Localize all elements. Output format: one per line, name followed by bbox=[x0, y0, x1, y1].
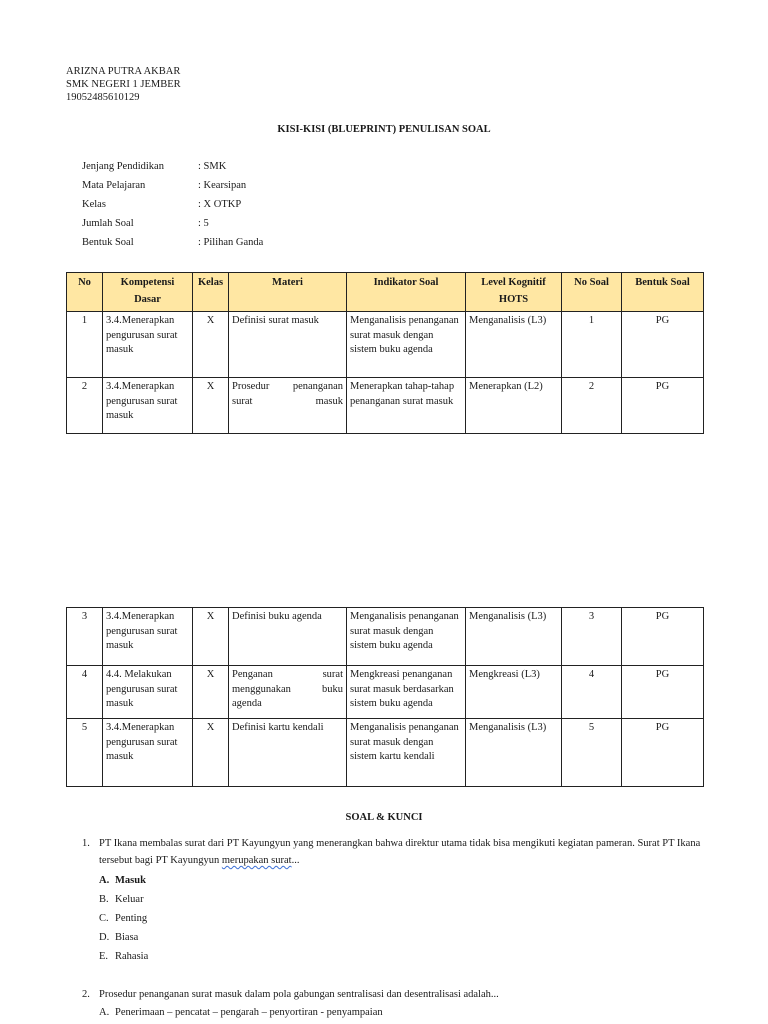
info-value: : Pilihan Ganda bbox=[198, 237, 264, 248]
header-no-soal: No Soal bbox=[562, 273, 622, 312]
cell-no-soal: 3 bbox=[562, 608, 622, 666]
cell-kompetensi: 4.4. Melakukan pengurusan surat masuk bbox=[103, 666, 193, 719]
question-number: 2. bbox=[82, 989, 90, 1000]
header-bentuk: Bentuk Soal bbox=[622, 273, 704, 312]
cell-level: Menganalisis (L3) bbox=[466, 312, 562, 378]
cell-materi: Penganan surat menggunakan buku agenda bbox=[229, 666, 347, 719]
blueprint-table-part-2 bbox=[66, 607, 704, 787]
cell-no: 4 bbox=[67, 666, 103, 719]
table-row bbox=[67, 608, 704, 666]
info-label: Mata Pelajaran bbox=[82, 180, 146, 191]
table-header-row bbox=[67, 273, 704, 312]
question-2 bbox=[82, 986, 702, 1004]
cell-materi: Definisi buku agenda bbox=[229, 608, 347, 666]
header-level: Level Kognitif HOTS bbox=[466, 273, 562, 312]
cell-materi: Prosedur penanganan surat masuk bbox=[229, 378, 347, 434]
cell-indikator: Menerapkan tahap-tahap penanganan surat masuk bbox=[347, 378, 466, 434]
cell-no-soal: 1 bbox=[562, 312, 622, 378]
option-e: E. Rahasia bbox=[99, 951, 149, 962]
cell-indikator: Menganalisis penanganan surat masuk dengan sistem buku agenda bbox=[347, 608, 466, 666]
info-value: : SMK bbox=[198, 161, 227, 172]
author-school: SMK NEGERI 1 JEMBER bbox=[66, 79, 181, 90]
question-1 bbox=[82, 835, 702, 871]
question-text: Prosedur penanganan surat masuk dalam pola gabungan sentralisasi dan desentralisasi adalah... bbox=[99, 989, 499, 1000]
info-value: : 5 bbox=[198, 218, 209, 229]
author-name: ARIZNA PUTRA AKBAR bbox=[66, 66, 181, 77]
cell-materi: Definisi surat masuk bbox=[229, 312, 347, 378]
header-indikator: Indikator Soal bbox=[347, 273, 466, 312]
cell-level: Menerapkan (L2) bbox=[466, 378, 562, 434]
cell-kompetensi: 3.4.Menerapkan pengurusan surat masuk bbox=[103, 719, 193, 787]
option-a-answer-key: A. Masuk bbox=[99, 875, 146, 886]
cell-no-soal: 2 bbox=[562, 378, 622, 434]
cell-no-soal: 4 bbox=[562, 666, 622, 719]
table-row bbox=[67, 719, 704, 787]
cell-bentuk: PG bbox=[622, 666, 704, 719]
cell-no: 1 bbox=[67, 312, 103, 378]
cell-no: 2 bbox=[67, 378, 103, 434]
info-label: Bentuk Soal bbox=[82, 237, 134, 248]
question-number: 1. bbox=[82, 838, 90, 849]
cell-no: 3 bbox=[67, 608, 103, 666]
option-d: D. Biasa bbox=[99, 932, 139, 943]
info-value: : X OTKP bbox=[198, 199, 242, 210]
cell-kompetensi: 3.4.Menerapkan pengurusan surat masuk bbox=[103, 608, 193, 666]
cell-level: Menganalisis (L3) bbox=[466, 608, 562, 666]
header-no: No bbox=[67, 273, 103, 312]
cell-bentuk: PG bbox=[622, 719, 704, 787]
section-title-soal: SOAL & KUNCI bbox=[345, 812, 423, 823]
cell-kelas: X bbox=[193, 608, 229, 666]
cell-no-soal: 5 bbox=[562, 719, 622, 787]
header-kompetensi: Kompetensi Dasar bbox=[103, 273, 193, 312]
header-materi: Materi bbox=[229, 273, 347, 312]
table-row bbox=[67, 378, 704, 434]
cell-kelas: X bbox=[193, 719, 229, 787]
option-c: C. Penting bbox=[99, 913, 148, 924]
table-row bbox=[67, 312, 704, 378]
cell-bentuk: PG bbox=[622, 608, 704, 666]
option-a: A. Penerimaan – pencatat – pengarah – penyortiran - penyampaian bbox=[99, 1007, 383, 1018]
blueprint-table-part-1 bbox=[66, 272, 704, 434]
cell-kelas: X bbox=[193, 666, 229, 719]
question-text: PT Ikana membalas surat dari PT Kayungyun yang menerangkan bahwa direktur utama tidak bisa mengikuti kegiatan pameran. Surat PT Ikana tersebut bagi PT Kayungyun merupakan surat... bbox=[99, 838, 701, 866]
cell-indikator: Menganalisis penanganan surat masuk dengan sistem kartu kendali bbox=[347, 719, 466, 787]
info-label: Jumlah Soal bbox=[82, 218, 134, 229]
document-title: KISI-KISI (BLUEPRINT) PENULISAN SOAL bbox=[277, 124, 491, 135]
cell-kompetensi: 3.4.Menerapkan pengurusan surat masuk bbox=[103, 378, 193, 434]
cell-indikator: Mengkreasi penanganan surat masuk berdasarkan sistem buku agenda bbox=[347, 666, 466, 719]
cell-kompetensi: 3.4.Menerapkan pengurusan surat masuk bbox=[103, 312, 193, 378]
info-label: Jenjang Pendidikan bbox=[82, 161, 164, 172]
table-row bbox=[67, 666, 704, 719]
author-id: 19052485610129 bbox=[66, 92, 140, 103]
cell-kelas: X bbox=[193, 378, 229, 434]
cell-level: Mengkreasi (L3) bbox=[466, 666, 562, 719]
spellcheck-underline: merupakan surat bbox=[221, 855, 292, 866]
cell-bentuk: PG bbox=[622, 312, 704, 378]
info-value: : Kearsipan bbox=[198, 180, 247, 191]
cell-indikator: Menganalisis penanganan surat masuk dengan sistem buku agenda bbox=[347, 312, 466, 378]
cell-bentuk: PG bbox=[622, 378, 704, 434]
header-kelas: Kelas bbox=[193, 273, 229, 312]
cell-materi: Definisi kartu kendali bbox=[229, 719, 347, 787]
cell-no: 5 bbox=[67, 719, 103, 787]
option-b: B. Keluar bbox=[99, 894, 144, 905]
cell-level: Menganalisis (L3) bbox=[466, 719, 562, 787]
cell-kelas: X bbox=[193, 312, 229, 378]
info-label: Kelas bbox=[82, 199, 106, 210]
